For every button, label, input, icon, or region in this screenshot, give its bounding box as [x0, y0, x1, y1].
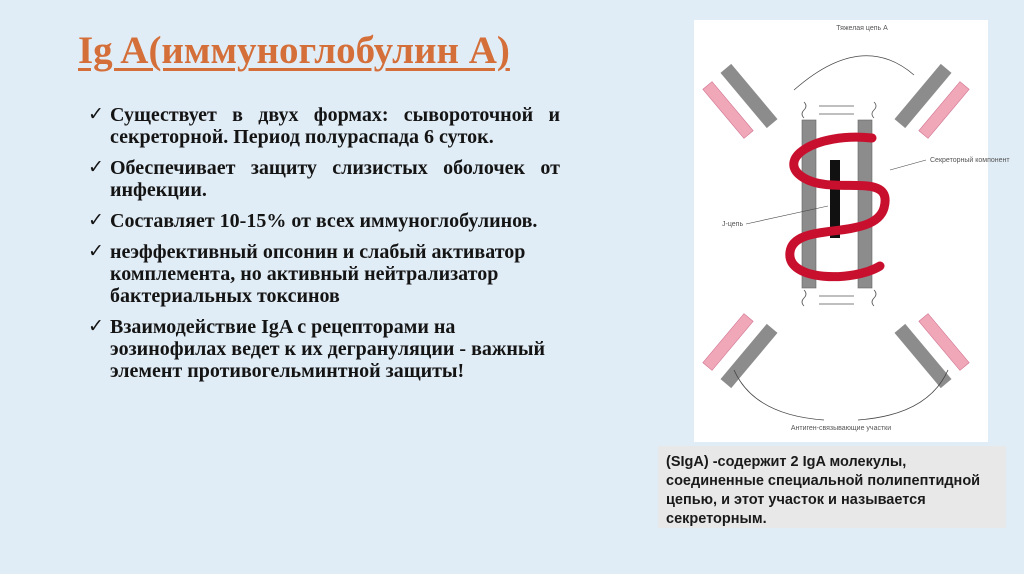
figure-caption: (SIgA) -содержит 2 IgA молекулы, соединенные специальной полипептидной цепью, и этот участок и называется секреторным. — [658, 446, 1006, 528]
bullet-text: Существует в двух формах: сывороточной и секреторной. Период полураспада 6 суток. — [110, 104, 560, 148]
label-heavy-chain: Тяжелая цепь А — [836, 25, 888, 32]
check-icon: ✓ — [88, 157, 104, 178]
bullet-text: Взаимодействие IgA с рецепторами на эозинофилах ведет к их дегрануляции - важный элемент противогельминтной защиты! — [110, 316, 546, 382]
bullet-text: неэффективный опсонин и слабый активатор комплемента, но активный нейтрализатор бактериальных токсинов — [110, 241, 526, 307]
bullet-text: Обеспечивает защиту слизистых оболочек от инфекции. — [110, 157, 560, 201]
bullet-forms — [88, 104, 560, 148]
secretory-pointer — [890, 160, 926, 170]
slide-title: Ig A(иммуноглобулин А) — [78, 29, 510, 72]
fc-stem-right — [858, 120, 872, 288]
check-icon: ✓ — [88, 210, 104, 231]
bullet-protection — [88, 157, 560, 201]
check-icon: ✓ — [88, 104, 104, 125]
bullet-opsonin — [88, 241, 560, 307]
siga-diagram — [694, 20, 1010, 442]
label-j-chain: J-цепь — [722, 221, 744, 228]
label-antigen-binding: Антиген-связывающие участки — [790, 425, 892, 432]
bullet-eosinophils — [88, 316, 560, 382]
heavy-chain-pointer — [794, 56, 914, 90]
bracket-left — [734, 370, 824, 420]
label-secretory: Секреторный компонент — [930, 157, 1010, 164]
check-icon: ✓ — [88, 316, 104, 337]
disulfide-bonds-top — [802, 102, 876, 118]
bullet-list — [88, 104, 560, 391]
bullet-text: Составляет 10-15% от всех иммуноглобулинов. — [110, 210, 538, 232]
disulfide-bonds-bottom — [802, 290, 876, 306]
check-icon: ✓ — [88, 241, 104, 262]
siga-diagram-svg — [694, 20, 1010, 442]
bullet-percentage — [88, 210, 560, 232]
